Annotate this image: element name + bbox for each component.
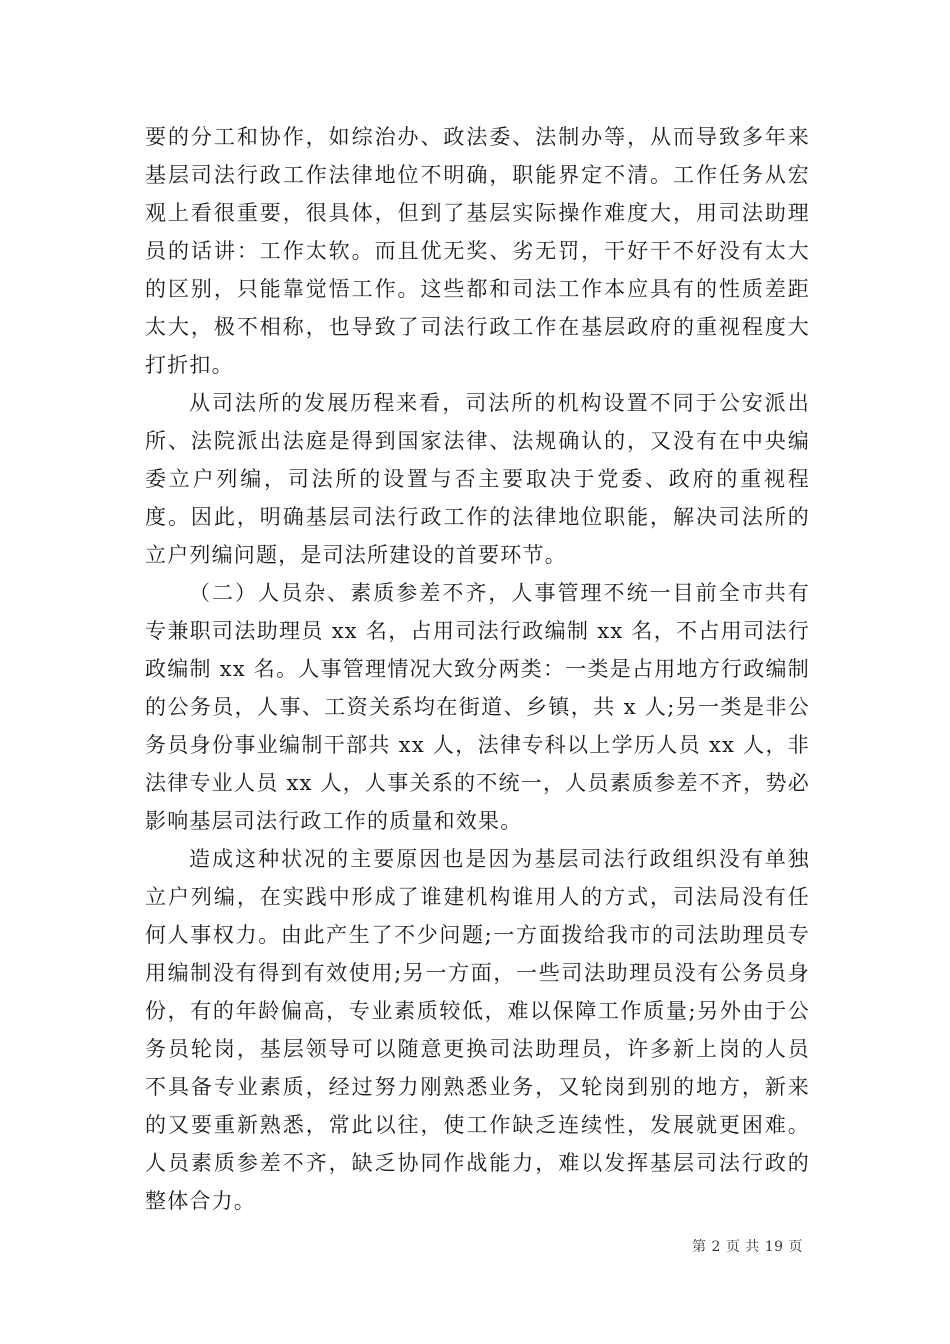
paragraph-2: 从司法所的发展历程来看，司法所的机构设置不同于公安派出所、法院派出法庭是得到国家法律、法规确认的，又没有在中央编委立户列编，司法所的设置与否主要取决于党委、政府的重视程度。因此，明确基层司法行政工作的法律地位职能，解决司法所的立户列编问题，是司法所建设的首要环节。	[145, 391, 810, 567]
paragraph-3: （二）人员杂、素质参差不齐，人事管理不统一目前全市共有专兼职司法助理员 xx 名，占用司法行政编制 xx 名，不占用司法行政编制 xx 名。人事管理情况大致分两类：一类是占用地方行政编制的公务员，人事、工资关系均在街道、乡镇，共 x 人;另一类是非公务员身份事业编制干部共 xx 人，法律专科以上学历人员 xx 人，非法律专业人员 xx 人，人事关系的不统一，人员素质参差不齐，势必影响基层司法行政工作的质量和效果。	[145, 581, 810, 833]
paragraph-4: 造成这种状况的主要原因也是因为基层司法行政组织没有单独立户列编，在实践中形成了谁建机构谁用人的方式，司法局没有任何人事权力。由此产生了不少问题;一方面拨给我市的司法助理员专用编制没有得到有效使用;另一方面，一些司法助理员没有公务员身份，有的年龄偏高，专业素质较低，难以保障工作质量;另外由于公务员轮岗，基层领导可以随意更换司法助理员，许多新上岗的人员不具备专业素质，经过努力刚熟悉业务，又轮岗到别的地方，新来的又要重新熟悉，常此以往，使工作缺乏连续性，发展就更困难。人员素质参差不齐，缺乏协同作战能力，难以发挥基层司法行政的整体合力。	[145, 847, 810, 1213]
page-number: 第 2 页 共 19 页	[692, 1239, 803, 1255]
document-body	[145, 118, 810, 1220]
paragraph-1: 要的分工和协作，如综治办、政法委、法制办等，从而导致多年来基层司法行政工作法律地位不明确，职能界定不清。工作任务从宏观上看很重要，很具体，但到了基层实际操作难度大，用司法助理员的话讲：工作太软。而且优无奖、劣无罚，干好干不好没有太大的区别，只能靠觉悟工作。这些都和司法工作本应具有的性质差距太大，极不相称，也导致了司法行政工作在基层政府的重视程度大打折扣。	[145, 125, 810, 377]
